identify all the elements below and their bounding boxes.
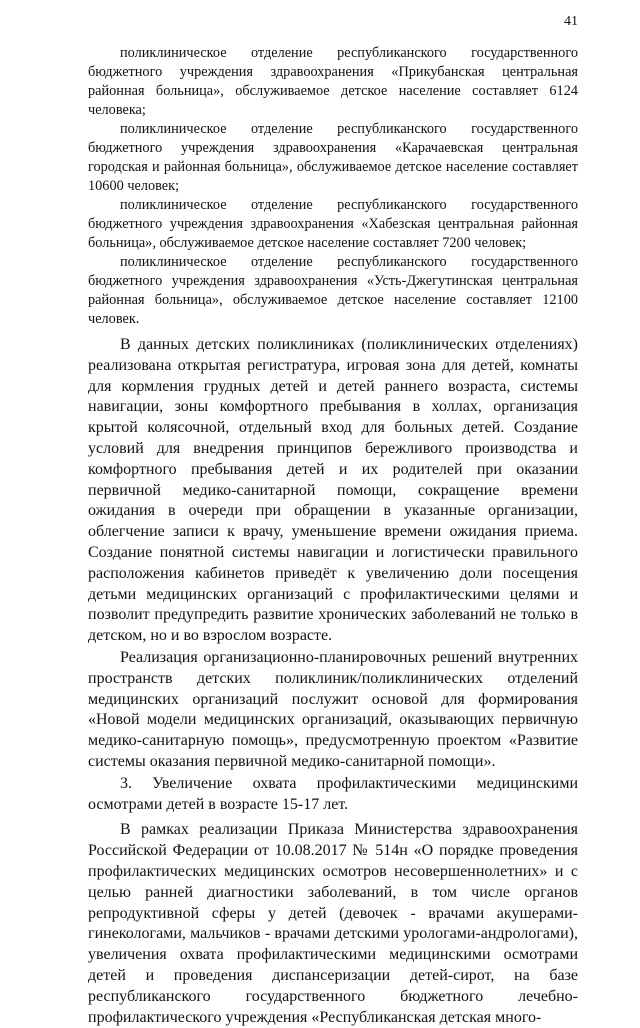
document-body	[88, 44, 578, 1028]
paragraph-polyclinics-features: В данных детских поликлиниках (поликлинических отделениях) реализована открытая регистратура, игровая зона для детей, комнаты для кормления грудных детей и детей раннего возраста, системы навигации, зоны комфортного пребывания в холлах, организация крытой колясочной, отдельный вход для больных детей. Создание условий для внедрения принципов бережливого производства и комфортного пребывания детей и их родителей при оказании первичной медико-санитарной помощи, сокращение времени ожидания в очереди при обращении в указанные организации, облегчение записи к врачу, уменьшение времени ожидания приема. Создание понятной системы навигации и логистически правильного расположения кабинетов приведёт к увеличению доли посещения детьми медицинских организаций с профилактическими целями и позволит предупредить развитие хронических заболеваний не только в детском, но и во взрослом возрасте.	[88, 336, 578, 645]
paragraph-khabezskaya: поликлиническое отделение республиканского государственного бюджетного учреждения здравоохранения «Хабезская центральная районная больница», обслуживаемое детское население составляет 7200 человек;	[88, 197, 578, 251]
paragraph-prikubanskaya: поликлиническое отделение республиканского государственного бюджетного учреждения здравоохранения «Прикубанская центральная районная больница», обслуживаемое детское население составляет 6124 человека;	[88, 45, 578, 118]
page-number: 41	[564, 14, 578, 29]
paragraph-order-514n: В рамках реализации Приказа Министерства здравоохранения Российской Федерации от 10.08.2017 № 514н «О порядке проведения профилактических медицинских осмотров несовершеннолетних» и с целью ранней диагностики заболеваний, в том числе органов репродуктивной сферы у детей (девочек - врачами акушерами-гинекологами, мальчиков - врачами детскими урологами-андрологами), увеличения охвата профилактическими медицинскими осмотрами детей и проведения диспансеризации детей-сирот, на базе республиканского государственного бюджетного лечебно-профилактического учреждения «Республиканская детская много-	[88, 821, 578, 1026]
paragraph-section-3-heading: 3. Увеличение охвата профилактическими медицинскими осмотрами детей в возрасте 15-17 лет.	[88, 774, 578, 813]
paragraph-karachaevskaya: поликлиническое отделение республиканского государственного бюджетного учреждения здравоохранения «Карачаевская центральная городская и районная больница», обслуживаемое детское население составляет 10600 человек;	[88, 121, 578, 194]
paragraph-planning-solutions: Реализация организационно-планировочных решений внутренних пространств детских поликлиник/поликлинических отделений медицинских организаций послужит основой для формирования «Новой модели медицинских организаций, оказывающих первичную медико-санитарную помощь», предусмотренную проектом «Развитие системы оказания первичной медико-санитарной помощи».	[88, 648, 578, 770]
paragraph-ust-dzhegutinskaya: поликлиническое отделение республиканского государственного бюджетного учреждения здравоохранения «Усть-Джегутинская центральная районная больница», обслуживаемое детское население составляет 12100 человек.	[88, 254, 578, 327]
